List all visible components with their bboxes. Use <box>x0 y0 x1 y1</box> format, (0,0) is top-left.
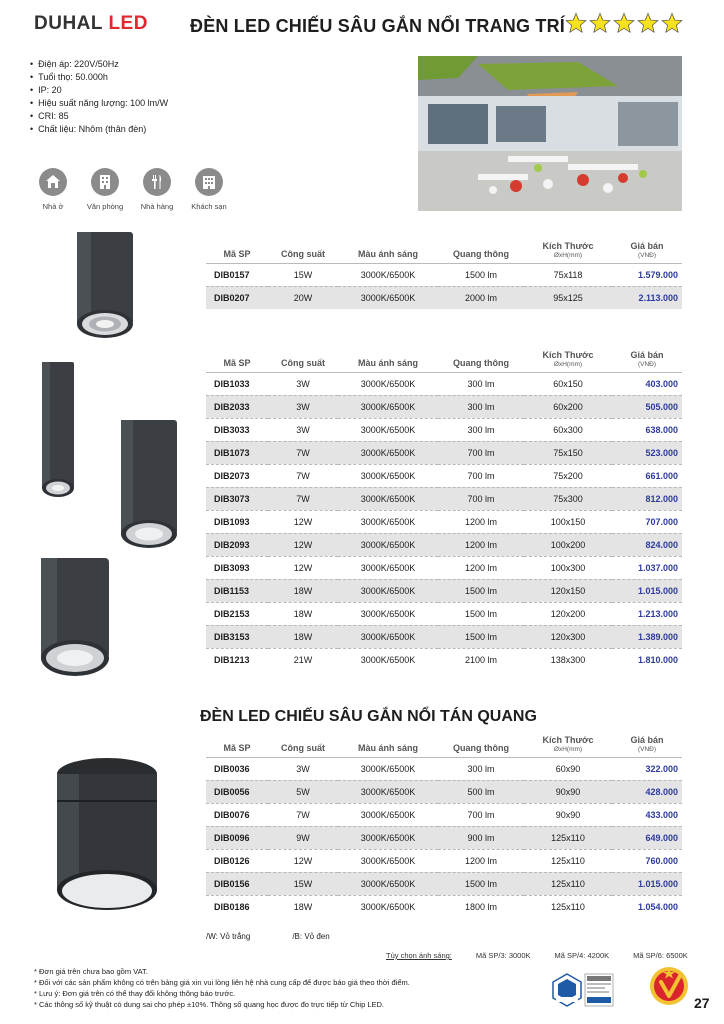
vietnam-high-quality-logo <box>648 964 690 1010</box>
cell-price: 649.000 <box>612 826 682 849</box>
cell-size: 120x300 <box>524 625 612 648</box>
cell-color: 3000K/6500K <box>338 625 438 648</box>
table-row <box>206 286 682 309</box>
cell-lumen: 500 lm <box>438 780 524 803</box>
cell-code: DIB0076 <box>206 803 268 826</box>
size-header-label: Kích Thước <box>542 240 594 251</box>
light-options-label: Tùy chọn ánh sáng: <box>386 951 452 960</box>
col-price-header <box>612 731 682 757</box>
price-unit-label: (VNĐ) <box>637 360 657 368</box>
office-building-icon <box>91 168 119 196</box>
cell-color: 3000K/6500K <box>338 510 438 533</box>
cell-code: DIB2073 <box>206 464 268 487</box>
application-label: Nhà ở <box>42 202 64 211</box>
table-row <box>206 510 682 533</box>
table-row <box>206 533 682 556</box>
light-option-6500k: Mã SP/6: 6500K <box>633 951 688 960</box>
cell-size: 100x200 <box>524 533 612 556</box>
light-option-4200k: Mã SP/4: 4200K <box>554 951 610 960</box>
col-color-header: Màu ánh sáng <box>357 248 418 259</box>
footnote: * Đơn giá trên chưa bao gồm VAT. <box>34 967 148 976</box>
col-lumen-header: Quang thông <box>453 357 509 368</box>
cell-power: 9W <box>268 826 338 849</box>
table-row <box>206 441 682 464</box>
tuv-certification-logo <box>552 973 582 1007</box>
hotel-icon <box>195 168 223 196</box>
cell-code: DIB0036 <box>206 757 268 780</box>
cell-size: 125x110 <box>524 826 612 849</box>
cell-color: 3000K/6500K <box>338 849 438 872</box>
cell-power: 15W <box>268 872 338 895</box>
cell-power: 12W <box>268 533 338 556</box>
cell-price: 523.000 <box>612 441 682 464</box>
cell-lumen: 1500 lm <box>438 602 524 625</box>
cell-size: 75x118 <box>524 263 612 286</box>
col-power-header: Công suất <box>281 248 325 259</box>
cell-power: 18W <box>268 602 338 625</box>
cell-price: 1.213.000 <box>612 602 682 625</box>
table-row <box>206 872 682 895</box>
cell-color: 3000K/6500K <box>338 286 438 309</box>
table-row <box>206 556 682 579</box>
footnote: * Lưu ý: Đơn giá trên có thể thay đổi không thông báo trước. <box>34 989 236 998</box>
cell-color: 3000K/6500K <box>338 803 438 826</box>
col-color-header: Màu ánh sáng <box>357 742 418 753</box>
cell-color: 3000K/6500K <box>338 579 438 602</box>
house-icon <box>39 168 67 196</box>
cell-code: DIB3153 <box>206 625 268 648</box>
cell-lumen: 700 lm <box>438 487 524 510</box>
cell-color: 3000K/6500K <box>338 487 438 510</box>
cell-color: 3000K/6500K <box>338 395 438 418</box>
table-row <box>206 602 682 625</box>
cell-code: DIB2093 <box>206 533 268 556</box>
size-unit-label: ØxH(mm) <box>553 745 583 753</box>
light-color-options <box>386 951 688 960</box>
cell-code: DIB1073 <box>206 441 268 464</box>
cell-color: 3000K/6500K <box>338 872 438 895</box>
cell-price: 707.000 <box>612 510 682 533</box>
cell-price: 1.015.000 <box>612 579 682 602</box>
product-image-tall-slim <box>38 360 78 502</box>
table-row <box>206 895 682 918</box>
cell-price: 824.000 <box>612 533 682 556</box>
cell-code: DIB0207 <box>206 286 268 309</box>
table-row <box>206 395 682 418</box>
spec-item: • CRI: 85 <box>30 110 168 123</box>
col-price-header <box>612 346 682 372</box>
cell-color: 3000K/6500K <box>338 556 438 579</box>
application-office <box>86 168 124 211</box>
table-row <box>206 464 682 487</box>
cell-color: 3000K/6500K <box>338 826 438 849</box>
cell-price: 322.000 <box>612 757 682 780</box>
spec-item: • IP: 20 <box>30 84 168 97</box>
cell-size: 60x300 <box>524 418 612 441</box>
cell-code: DIB1153 <box>206 579 268 602</box>
col-lumen-header: Quang thông <box>453 742 509 753</box>
brand-accent: LED <box>108 13 148 34</box>
iso-management-logo <box>584 973 614 1007</box>
cell-power: 18W <box>268 895 338 918</box>
cell-power: 18W <box>268 625 338 648</box>
application-home <box>34 168 72 211</box>
price-header-label: Giá bán <box>630 240 664 251</box>
col-price-header <box>612 237 682 263</box>
spec-item: • Điện áp: 220V/50Hz <box>30 58 168 71</box>
table-header-row <box>206 237 682 263</box>
cell-code: DIB2153 <box>206 602 268 625</box>
cell-power: 7W <box>268 803 338 826</box>
spec-item: • Hiệu suất năng lượng: 100 lm/W <box>30 97 168 110</box>
application-hotel <box>190 168 228 211</box>
product-image-dib0157 <box>70 228 140 340</box>
application-label: Văn phòng <box>86 202 124 211</box>
size-unit-label: ØxH(mm) <box>553 251 583 259</box>
cell-lumen: 1800 lm <box>438 895 524 918</box>
page-number: 27 <box>694 995 710 1011</box>
table-row <box>206 625 682 648</box>
price-header-label: Giá bán <box>630 349 664 360</box>
variant-black: /B: Vỏ đen <box>292 932 330 941</box>
cell-power: 12W <box>268 556 338 579</box>
cell-code: DIB1033 <box>206 372 268 395</box>
cell-power: 20W <box>268 286 338 309</box>
size-header-label: Kích Thước <box>542 349 594 360</box>
cell-lumen: 700 lm <box>438 464 524 487</box>
col-size-header <box>524 346 612 372</box>
product-image-wide <box>36 552 114 682</box>
star-icon <box>589 12 611 34</box>
cell-price: 428.000 <box>612 780 682 803</box>
col-size-header <box>524 731 612 757</box>
cell-price: 1.015.000 <box>612 872 682 895</box>
cell-power: 5W <box>268 780 338 803</box>
cell-size: 90x90 <box>524 803 612 826</box>
cell-code: DIB0056 <box>206 780 268 803</box>
variant-white: /W: Vỏ trắng <box>206 932 251 941</box>
application-label: Nhà hàng <box>140 202 174 211</box>
cell-size: 60x90 <box>524 757 612 780</box>
cell-color: 3000K/6500K <box>338 757 438 780</box>
size-header-label: Kích Thước <box>542 734 594 745</box>
cell-lumen: 900 lm <box>438 826 524 849</box>
cell-code: DIB3093 <box>206 556 268 579</box>
page-title: ĐÈN LED CHIẾU SÂU GẮN NỔI TRANG TRÍ <box>190 16 566 36</box>
product-image-tan-quang <box>42 748 172 926</box>
cell-code: DIB1093 <box>206 510 268 533</box>
cell-power: 3W <box>268 395 338 418</box>
size-unit-label: ØxH(mm) <box>553 360 583 368</box>
cell-price: 760.000 <box>612 849 682 872</box>
cell-price: 505.000 <box>612 395 682 418</box>
table-row <box>206 826 682 849</box>
price-unit-label: (VNĐ) <box>637 251 657 259</box>
col-code-header: Mã SP <box>223 357 251 368</box>
table-row <box>206 579 682 602</box>
cell-price: 1.810.000 <box>612 648 682 671</box>
light-option-3000k: Mã SP/3: 3000K <box>475 951 531 960</box>
cell-lumen: 300 lm <box>438 418 524 441</box>
cell-lumen: 300 lm <box>438 395 524 418</box>
cell-color: 3000K/6500K <box>338 780 438 803</box>
cell-lumen: 1500 lm <box>438 872 524 895</box>
cell-color: 3000K/6500K <box>338 372 438 395</box>
cell-size: 75x300 <box>524 487 612 510</box>
col-color-header: Màu ánh sáng <box>357 357 418 368</box>
price-unit-label: (VNĐ) <box>637 745 657 753</box>
cell-size: 75x150 <box>524 441 612 464</box>
table-row <box>206 648 682 671</box>
application-photo <box>418 56 682 211</box>
cell-size: 90x90 <box>524 780 612 803</box>
spec-list <box>30 58 168 136</box>
price-header-label: Giá bán <box>630 734 664 745</box>
cell-price: 661.000 <box>612 464 682 487</box>
cell-color: 3000K/6500K <box>338 895 438 918</box>
col-power-header: Công suất <box>281 357 325 368</box>
cell-power: 3W <box>268 372 338 395</box>
cell-color: 3000K/6500K <box>338 263 438 286</box>
cell-code: DIB3033 <box>206 418 268 441</box>
cell-power: 12W <box>268 849 338 872</box>
cell-price: 1.579.000 <box>612 263 682 286</box>
cell-power: 3W <box>268 757 338 780</box>
brand-name: DUHAL <box>34 13 109 34</box>
cell-lumen: 700 lm <box>438 803 524 826</box>
table-row <box>206 263 682 286</box>
col-size-header <box>524 237 612 263</box>
cell-lumen: 1500 lm <box>438 625 524 648</box>
cell-power: 18W <box>268 579 338 602</box>
table-row <box>206 849 682 872</box>
cell-price: 433.000 <box>612 803 682 826</box>
cell-size: 95x125 <box>524 286 612 309</box>
cell-color: 3000K/6500K <box>338 441 438 464</box>
cell-price: 2.113.000 <box>612 286 682 309</box>
table-header-row <box>206 346 682 372</box>
cell-code: DIB1213 <box>206 648 268 671</box>
cell-size: 100x300 <box>524 556 612 579</box>
cell-lumen: 1200 lm <box>438 533 524 556</box>
col-code-header: Mã SP <box>223 248 251 259</box>
cell-lumen: 1200 lm <box>438 510 524 533</box>
cell-lumen: 2000 lm <box>438 286 524 309</box>
cell-size: 125x110 <box>524 872 612 895</box>
product-table-1 <box>206 237 682 309</box>
cell-lumen: 2100 lm <box>438 648 524 671</box>
spec-item: • Tuổi thọ: 50.000h <box>30 71 168 84</box>
table-row <box>206 372 682 395</box>
cell-color: 3000K/6500K <box>338 464 438 487</box>
footnote: * Các thông số kỹ thuật có dung sai cho phép ±10%. Thông số quang học được đo trực tiếp từ Chip LED. <box>34 1000 384 1009</box>
cell-price: 638.000 <box>612 418 682 441</box>
table-header-row <box>206 731 682 757</box>
cell-price: 1.054.000 <box>612 895 682 918</box>
cell-code: DIB0126 <box>206 849 268 872</box>
cell-code: DIB3073 <box>206 487 268 510</box>
cell-code: DIB0096 <box>206 826 268 849</box>
product-table-2 <box>206 346 682 671</box>
cell-size: 100x150 <box>524 510 612 533</box>
cell-price: 1.037.000 <box>612 556 682 579</box>
cell-power: 3W <box>268 418 338 441</box>
col-lumen-header: Quang thông <box>453 248 509 259</box>
cell-size: 120x200 <box>524 602 612 625</box>
table-row <box>206 487 682 510</box>
col-power-header: Công suất <box>281 742 325 753</box>
cell-lumen: 1200 lm <box>438 849 524 872</box>
cell-code: DIB0186 <box>206 895 268 918</box>
product-table-3 <box>206 731 682 918</box>
cell-size: 60x200 <box>524 395 612 418</box>
fork-knife-icon <box>143 168 171 196</box>
cell-lumen: 300 lm <box>438 372 524 395</box>
cell-lumen: 1200 lm <box>438 556 524 579</box>
cell-power: 21W <box>268 648 338 671</box>
star-icon <box>565 12 587 34</box>
cell-color: 3000K/6500K <box>338 418 438 441</box>
cell-power: 7W <box>268 487 338 510</box>
star-icon <box>613 12 635 34</box>
cell-power: 7W <box>268 441 338 464</box>
star-icon <box>637 12 659 34</box>
cell-lumen: 300 lm <box>438 757 524 780</box>
cell-price: 1.389.000 <box>612 625 682 648</box>
section-title-tan-quang: ĐÈN LED CHIẾU SÂU GẮN NỔI TÁN QUANG <box>200 708 537 725</box>
cell-size: 125x110 <box>524 849 612 872</box>
cell-lumen: 1500 lm <box>438 579 524 602</box>
cell-size: 75x200 <box>524 464 612 487</box>
table-row <box>206 780 682 803</box>
cell-size: 138x300 <box>524 648 612 671</box>
cell-lumen: 1500 lm <box>438 263 524 286</box>
housing-variants <box>206 932 330 941</box>
cell-code: DIB0157 <box>206 263 268 286</box>
cell-price: 403.000 <box>612 372 682 395</box>
col-code-header: Mã SP <box>223 742 251 753</box>
brand-logo <box>34 13 148 35</box>
cell-code: DIB0156 <box>206 872 268 895</box>
cell-size: 120x150 <box>524 579 612 602</box>
cell-size: 125x110 <box>524 895 612 918</box>
application-restaurant <box>138 168 176 211</box>
table-row <box>206 803 682 826</box>
cell-color: 3000K/6500K <box>338 602 438 625</box>
cell-color: 3000K/6500K <box>338 648 438 671</box>
rating-stars <box>565 12 683 34</box>
product-image-medium <box>116 418 182 556</box>
cell-code: DIB2033 <box>206 395 268 418</box>
cell-color: 3000K/6500K <box>338 533 438 556</box>
footnote: * Đối với các sản phẩm không có trên bảng giá xin vui lòng liên hệ nhà cung cấp để được báo giá theo thời điểm. <box>34 978 410 987</box>
star-icon <box>661 12 683 34</box>
application-label: Khách sạn <box>191 202 227 211</box>
cell-lumen: 700 lm <box>438 441 524 464</box>
table-row <box>206 418 682 441</box>
cell-price: 812.000 <box>612 487 682 510</box>
cell-power: 7W <box>268 464 338 487</box>
table-row <box>206 757 682 780</box>
spec-item: • Chất liệu: Nhôm (thân đèn) <box>30 123 168 136</box>
cell-size: 60x150 <box>524 372 612 395</box>
application-icons <box>34 168 228 211</box>
footnotes <box>34 966 410 1010</box>
cell-power: 12W <box>268 510 338 533</box>
cell-power: 15W <box>268 263 338 286</box>
